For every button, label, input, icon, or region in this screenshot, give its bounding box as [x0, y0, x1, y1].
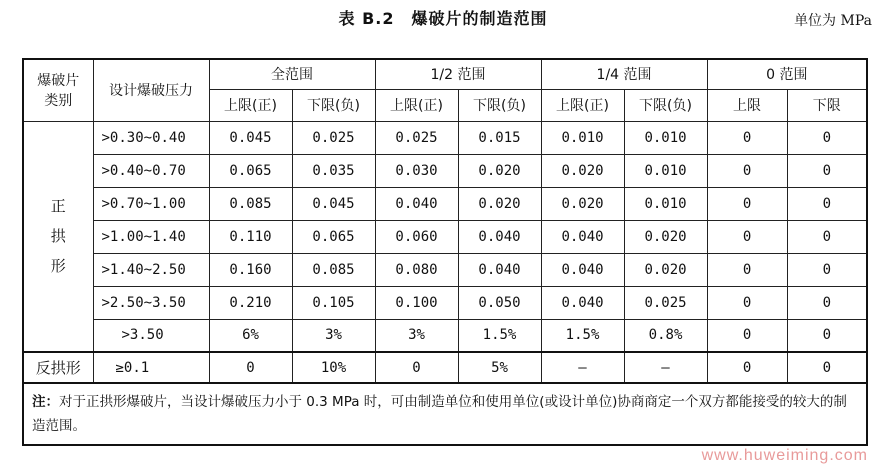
- value-cell: 0.105: [292, 286, 375, 319]
- value-cell: 1.5%: [458, 319, 541, 352]
- value-cell: 0.210: [209, 286, 292, 319]
- value-cell: 0.160: [209, 253, 292, 286]
- forward-category-char: 拱: [50, 227, 66, 246]
- table-row: [23, 352, 867, 383]
- table-row: [23, 286, 867, 319]
- range-cell: >1.40~2.50: [93, 253, 209, 286]
- value-cell: 0: [707, 187, 787, 220]
- value-cell: 0: [787, 286, 867, 319]
- forward-category-char: 正: [50, 197, 66, 216]
- range-cell: >1.00~1.40: [93, 220, 209, 253]
- value-cell: 5%: [458, 352, 541, 383]
- value-cell: 0.015: [458, 121, 541, 154]
- table-row: [23, 121, 867, 154]
- range-cell: >0.40~0.70: [93, 154, 209, 187]
- unit-label: 单位为 MPa: [794, 13, 872, 29]
- watermark-text: www.huweiming.com: [701, 447, 868, 464]
- value-cell: 0.020: [624, 253, 707, 286]
- value-cell: 10%: [292, 352, 375, 383]
- subheader-cell: 下限(负): [624, 89, 707, 121]
- value-cell: 0.085: [209, 187, 292, 220]
- value-cell: 0.040: [458, 220, 541, 253]
- header-group: 1/4 范围: [541, 59, 707, 89]
- header-pressure: 设计爆破压力: [93, 59, 209, 121]
- value-cell: 0.020: [624, 220, 707, 253]
- subheader-cell: 上限(正): [375, 89, 458, 121]
- subheader-cell: 下限(负): [458, 89, 541, 121]
- header-category: 爆破片类别: [23, 59, 93, 121]
- value-cell: 0.010: [541, 121, 624, 154]
- manufacturing-range-table: [22, 58, 868, 446]
- value-cell: 0.020: [458, 187, 541, 220]
- value-cell: 0.040: [375, 187, 458, 220]
- forward-category-label: [24, 191, 93, 281]
- value-cell: 1.5%: [541, 319, 624, 352]
- value-cell: 0: [787, 220, 867, 253]
- value-cell: 0.025: [375, 121, 458, 154]
- value-cell: 0: [375, 352, 458, 383]
- value-cell: 0: [787, 187, 867, 220]
- table-row: [23, 319, 867, 352]
- note-label: 注：: [32, 394, 59, 410]
- table-row: [23, 154, 867, 187]
- value-cell: 0: [707, 121, 787, 154]
- value-cell: 6%: [209, 319, 292, 352]
- value-cell: 0.020: [541, 154, 624, 187]
- value-cell: 0: [707, 253, 787, 286]
- value-cell: 0.035: [292, 154, 375, 187]
- range-cell: >2.50~3.50: [93, 286, 209, 319]
- value-cell: 0.010: [624, 121, 707, 154]
- value-cell: 0: [209, 352, 292, 383]
- value-cell: 0.045: [209, 121, 292, 154]
- value-cell: 0.060: [375, 220, 458, 253]
- value-cell: 0.020: [458, 154, 541, 187]
- value-cell: 0.065: [292, 220, 375, 253]
- header-group: 1/2 范围: [375, 59, 541, 89]
- forward-category-char: 形: [50, 257, 66, 276]
- value-cell: 0: [787, 121, 867, 154]
- table-row: [23, 220, 867, 253]
- value-cell: 0.100: [375, 286, 458, 319]
- subheader-cell: 上限(正): [209, 89, 292, 121]
- value-cell: 0.030: [375, 154, 458, 187]
- value-cell: 0: [707, 286, 787, 319]
- range-cell: >0.70~1.00: [93, 187, 209, 220]
- value-cell: —: [541, 352, 624, 383]
- table-note: [23, 383, 867, 445]
- value-cell: 0: [707, 220, 787, 253]
- value-cell: 0: [787, 319, 867, 352]
- subheader-cell: 上限: [707, 89, 787, 121]
- header-group: 全范围: [209, 59, 375, 89]
- value-cell: 0.025: [624, 286, 707, 319]
- value-cell: 0.085: [292, 253, 375, 286]
- range-cell: >3.50: [93, 319, 209, 352]
- value-cell: 0.010: [624, 187, 707, 220]
- value-cell: 0.040: [541, 286, 624, 319]
- value-cell: 0.025: [292, 121, 375, 154]
- value-cell: 3%: [375, 319, 458, 352]
- value-cell: —: [624, 352, 707, 383]
- subheader-cell: 下限: [787, 89, 867, 121]
- value-cell: 0.010: [624, 154, 707, 187]
- table-row: [23, 253, 867, 286]
- value-cell: 0.020: [541, 187, 624, 220]
- subheader-cell: 下限(负): [292, 89, 375, 121]
- table-title: 表 B.2 爆破片的制造范围: [338, 9, 548, 28]
- value-cell: 0.045: [292, 187, 375, 220]
- value-cell: 0: [707, 319, 787, 352]
- value-cell: 0.050: [458, 286, 541, 319]
- value-cell: 0.040: [458, 253, 541, 286]
- header-group: 0 范围: [707, 59, 867, 89]
- value-cell: 0: [707, 352, 787, 383]
- table-row: [23, 187, 867, 220]
- value-cell: 0: [787, 352, 867, 383]
- subheader-cell: 上限(正): [541, 89, 624, 121]
- value-cell: 0.110: [209, 220, 292, 253]
- range-cell: ≥0.1: [93, 352, 209, 383]
- value-cell: 0: [787, 253, 867, 286]
- category-forward: [23, 121, 93, 352]
- note-text: 对于正拱形爆破片，当设计爆破压力小于 0.3 MPa 时，可由制造单位和使用单位(或设计单位)协商商定一个双方都能接受的较大的制造范围。: [32, 394, 847, 434]
- value-cell: 0.8%: [624, 319, 707, 352]
- value-cell: 0.040: [541, 253, 624, 286]
- range-cell: >0.30~0.40: [93, 121, 209, 154]
- value-cell: 0: [707, 154, 787, 187]
- value-cell: 0: [787, 154, 867, 187]
- value-cell: 3%: [292, 319, 375, 352]
- value-cell: 0.040: [541, 220, 624, 253]
- value-cell: 0.080: [375, 253, 458, 286]
- value-cell: 0.065: [209, 154, 292, 187]
- note-row: [23, 383, 867, 445]
- category-reverse: 反拱形: [23, 352, 93, 383]
